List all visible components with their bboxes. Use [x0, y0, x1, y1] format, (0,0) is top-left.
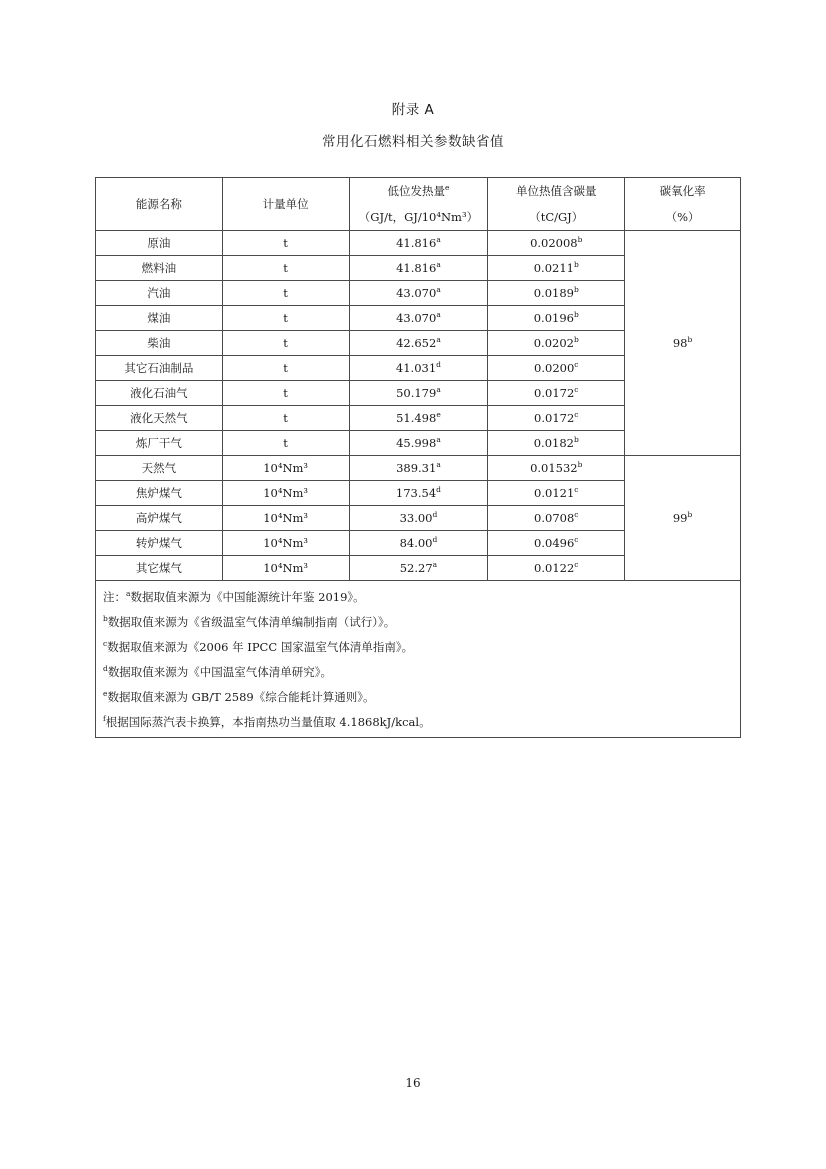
carbon-content-cell: 0.0172$^c$	[488, 381, 625, 406]
footnotes	[96, 581, 741, 738]
unit-cell: t	[222, 331, 349, 356]
energy-name-cell: 转炉煤气	[96, 531, 223, 556]
ncv-cell: 51.498e	[349, 406, 488, 431]
ncv-cell: 84.00$^d$	[349, 531, 488, 556]
footnote-e: $^e$数据取值来源为 GB/T 2589《综合能耗计算通则》。	[103, 689, 375, 704]
footnote-d: $^d$数据取值来源为《中国温室气体清单研究》。	[103, 664, 333, 679]
carbon-content-cell: 0.0200$^c$	[488, 356, 625, 381]
ncv-cell: 389.31$^a$	[349, 456, 488, 481]
energy-name-cell: 燃料油	[96, 256, 223, 281]
footnote-c: $^c$数据取值来源为《2006 年 IPCC 国家温室气体清单指南》。	[103, 639, 414, 654]
unit-cell: t	[222, 231, 349, 256]
header-energy-name: 能源名称	[96, 178, 223, 231]
ncv-cell: 42.652$^a$	[349, 331, 488, 356]
ncv-cell: 52.27$^a$	[349, 556, 488, 581]
ncv-cell: 41.031$^d$	[349, 356, 488, 381]
ncv-cell: 41.816$^a$	[349, 231, 488, 256]
fuel-parameters-table	[95, 177, 741, 738]
unit-cell: t	[222, 356, 349, 381]
notes-row	[96, 581, 741, 738]
carbon-content-cell: 0.0172$^c$	[488, 406, 625, 431]
carbon-content-cell: 0.02008$^b$	[488, 231, 625, 256]
footnote-b: $^b$数据取值来源为《省级温室气体清单编制指南（试行）》。	[103, 614, 396, 629]
header-row	[96, 178, 741, 231]
unit-cell: 10⁴Nm³	[222, 556, 349, 581]
energy-name-cell: 炼厂干气	[96, 431, 223, 456]
carbon-content-cell: 0.01532$^b$	[488, 456, 625, 481]
unit-cell: t	[222, 306, 349, 331]
unit-cell: t	[222, 406, 349, 431]
energy-name-cell: 液化天然气	[96, 406, 223, 431]
unit-cell: t	[222, 281, 349, 306]
ncv-cell: 41.816$^a$	[349, 256, 488, 281]
ncv-cell: 43.070$^a$	[349, 281, 488, 306]
carbon-content-cell: 0.0196$^b$	[488, 306, 625, 331]
ncv-cell: 50.179$^a$	[349, 381, 488, 406]
energy-name-cell: 其它石油制品	[96, 356, 223, 381]
ncv-cell: 173.54$^d$	[349, 481, 488, 506]
carbon-content-cell: 0.0202$^b$	[488, 331, 625, 356]
energy-name-cell: 煤油	[96, 306, 223, 331]
header-ncv: 低位发热量$^e$ （GJ/t，GJ/10⁴Nm³）	[349, 178, 488, 231]
energy-name-cell: 天然气	[96, 456, 223, 481]
carbon-content-cell: 0.0708$^c$	[488, 506, 625, 531]
unit-cell: 10⁴Nm³	[222, 481, 349, 506]
unit-cell: t	[222, 431, 349, 456]
table-row	[96, 231, 741, 256]
appendix-label: 附录 A	[391, 102, 435, 118]
footnote-f: $^f$根据国际蒸汽表卡换算，本指南热功当量值取 4.1868kJ/kcal。	[103, 714, 431, 729]
table-title: 常用化石燃料相关参数缺省值	[322, 134, 504, 150]
carbon-content-cell: 0.0211$^b$	[488, 256, 625, 281]
header-carbon-content: 单位热值含碳量 （tC/GJ）	[488, 178, 625, 231]
energy-name-cell: 汽油	[96, 281, 223, 306]
energy-name-cell: 液化石油气	[96, 381, 223, 406]
footnote-a: 注：$^a$数据取值来源为《中国能源统计年鉴 2019》。	[103, 589, 365, 604]
unit-cell: t	[222, 256, 349, 281]
oxidation-rate-cell: 99$^b$	[625, 456, 741, 581]
energy-name-cell: 柴油	[96, 331, 223, 356]
header-oxidation-rate: 碳氧化率 （%）	[625, 178, 741, 231]
energy-name-cell: 高炉煤气	[96, 506, 223, 531]
ncv-cell: 45.998$^a$	[349, 431, 488, 456]
page-number: 16	[405, 1076, 421, 1090]
unit-cell: 10⁴Nm³	[222, 506, 349, 531]
energy-name-cell: 焦炉煤气	[96, 481, 223, 506]
carbon-content-cell: 0.0122$^c$	[488, 556, 625, 581]
carbon-content-cell: 0.0121$^c$	[488, 481, 625, 506]
header-unit: 计量单位	[222, 178, 349, 231]
carbon-content-cell: 0.0496$^c$	[488, 531, 625, 556]
carbon-content-cell: 0.0182$^b$	[488, 431, 625, 456]
ncv-cell: 43.070$^a$	[349, 306, 488, 331]
unit-cell: 10⁴Nm³	[222, 456, 349, 481]
oxidation-rate-cell: 98$^b$	[625, 231, 741, 456]
unit-cell: t	[222, 381, 349, 406]
table-row	[96, 456, 741, 481]
energy-name-cell: 原油	[96, 231, 223, 256]
energy-name-cell: 其它煤气	[96, 556, 223, 581]
unit-cell: 10⁴Nm³	[222, 531, 349, 556]
carbon-content-cell: 0.0189$^b$	[488, 281, 625, 306]
ncv-cell: 33.00$^d$	[349, 506, 488, 531]
